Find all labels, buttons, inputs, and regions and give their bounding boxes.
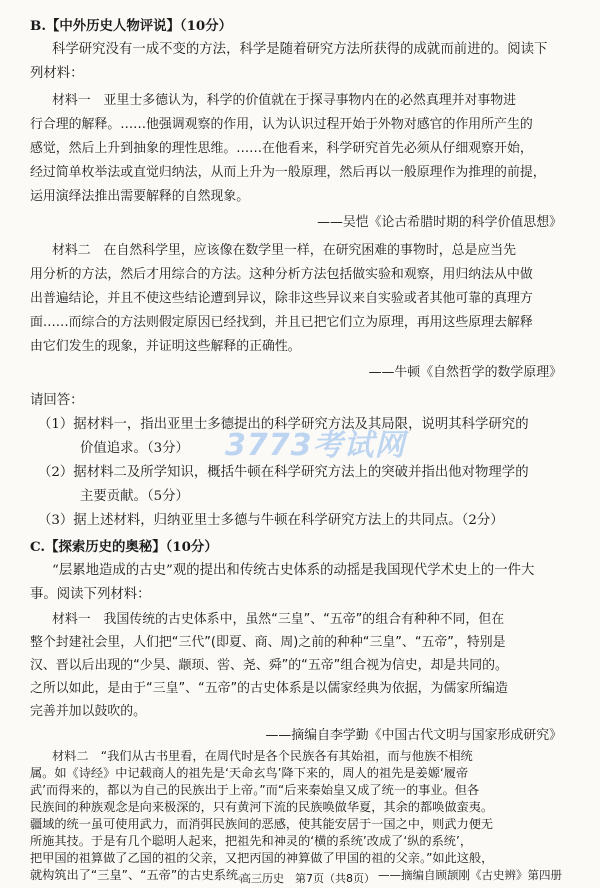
section-b-intro-line: 列材料： [30, 66, 84, 81]
material-line: 疆域的统一虽可使用武力，而消弭民族间的恶感，使其能安居于一国之中，则武力便无 [30, 817, 494, 831]
page-footer: 高三历史 第7页（共8页） [240, 872, 375, 885]
material-line: 所施其技。于是有几个聪明人起来，把祖先和神灵的‘横的系统’改成了‘纵的系统’， [30, 834, 473, 848]
material-line: 汉、晋以后出现的“少昊、颛顼、喾、尧、舜”的“五帝”组合视为信史，却是共同的。 [30, 658, 508, 673]
material-line: 用分析的方法，然后才用综合的方法。这种分析方法包括做实验和观察，用归纳法从中做 [30, 267, 533, 282]
material-line: 材料一 我国传统的古史体系中，虽然“三皇”、“五帝”的组合有种种不同，但在 [52, 612, 505, 627]
material-line: 运用演绎法推出需要解释的自然现象。 [30, 189, 250, 204]
material-line: 把甲国的祖算做了乙国的祖的父亲，又把丙国的神算做了甲国的祖的父亲。”如此这般， [30, 851, 494, 865]
material-source: ——摘编自李学勤《中国古代文明与国家形成研究》 [265, 728, 562, 743]
question-3: （3）据上述材料，归纳亚里士多德与牛顿在科学研究方法上的共同点。（2分） [38, 513, 504, 528]
material-line: 材料一 亚里士多德认为，科学的价值就在于探寻事物内在的必然真理并对事物进 [52, 93, 517, 108]
material-line: 整个封建社会里，人们把“三代”(即夏、商、周)之前的种种“三皇”、“五帝”，特别是 [30, 635, 506, 650]
material-line: 属。如《诗经》中记载商人的祖先是‘天命玄鸟’降下来的，周人的祖先是姜嫄‘履帝 [30, 766, 469, 780]
material-line: 由它们发生的现象，并证明这些解释的正确性。 [30, 339, 301, 354]
material-line: 行合理的解释。……他强调观察的作用，认为认识过程开始于外物对感官的作用所产生的 [30, 117, 533, 132]
material-line: 感觉，然后上升到抽象的理性思维。……在他看来，科学研究首先必须从仔细观察开始， [30, 141, 533, 156]
material-line: 材料二 “我们从古书里看，在周代时是各个民族各有其始祖，而与他族不相统 [52, 749, 473, 763]
section-b-intro-line: 科学研究没有一成不变的方法，科学是随着研究方法所获得的成就而前进的。阅读下 [52, 42, 548, 57]
material-source: ——摘编自顾颉刚《古史辨》第四册 [378, 868, 562, 882]
material-source: ——牛顿《自然哲学的数学原理》 [368, 365, 562, 380]
watermark-logo: 3773考试网 [225, 428, 406, 463]
section-b-heading: B.【中外历史人物评说】（10分） [30, 18, 232, 34]
material-line: 完善并加以鼓吹的。 [30, 704, 147, 719]
question-2: （2）据材料二及所学知识，概括牛顿在科学研究方法上的突破并指出他对物理学的 [38, 465, 529, 480]
section-c-intro-line: “层累地造成的古史”观的提出和传统古史体系的动摇是我国现代学术史上的一件大 [52, 563, 535, 578]
material-source: ——吴恺《论古希腊时期的科学价值思想》 [317, 215, 562, 230]
ask-label: 请回答： [30, 393, 84, 408]
material-line: 出普遍结论，并且不使这些结论遭到异议，除非这些异议来自实验或者其他可靠的真理方 [30, 291, 533, 306]
material-line: 武’而得来的，都以为自己的民族出于上帝。”而“后来秦始皇又成了统一的事业。但各 [30, 783, 480, 797]
material-line: 之所以如此，是由于“三皇”、“五帝”的古史体系是以儒家经典为依据，为儒家所编造 [30, 681, 508, 696]
material-line: 面……而综合的方法则假定原因已经找到，并且已把它们立为原理，再用这些原理去解释 [30, 315, 533, 330]
material-line: 民族间的种族观念是向来极深的，只有黄河下流的民族唤做华夏，其余的都唤做蛮夷。 [30, 800, 494, 814]
question-2-cont: 主要贡献。（5分） [80, 489, 189, 504]
question-1: （1）据材料一，指出亚里士多德提出的科学研究方法及其局限，说明其科学研究的 [38, 417, 529, 432]
material-line: 经过简单枚举法或直觉归纳法，从而上升为一般原理，然后再以一般原理作为推理的前提， [30, 165, 546, 180]
section-c-heading: C.【探索历史的奥秘】（10分） [30, 539, 218, 555]
question-1-cont: 价值追求。（3分） [80, 441, 189, 456]
section-c-intro-line: 事。阅读下列材料： [30, 587, 151, 602]
material-line: 就构筑出了“三皇”、“五帝”的古史系统。 [30, 868, 251, 882]
material-line: 材料二 在自然科学里，应该像在数学里一样，在研究困难的事物时，总是应当先 [52, 243, 517, 258]
